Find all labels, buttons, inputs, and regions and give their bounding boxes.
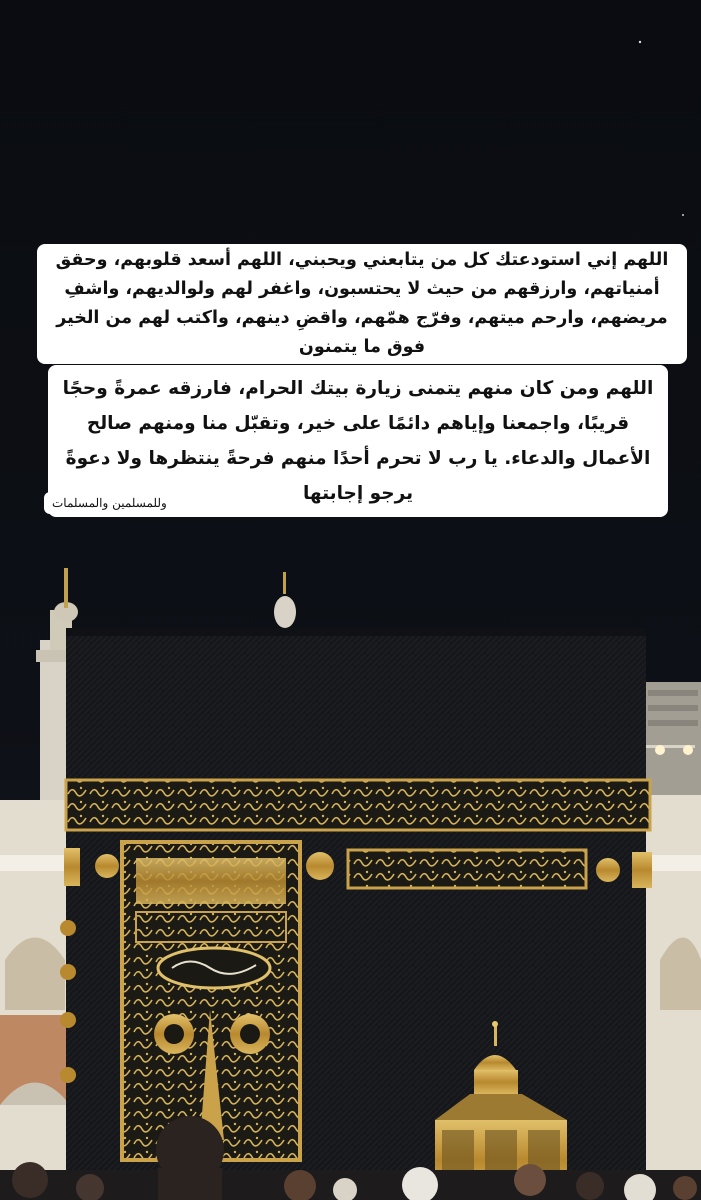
signature-caption: وللمسلمين والمسلمات xyxy=(44,492,175,514)
star xyxy=(639,41,641,43)
medallion xyxy=(95,854,119,878)
medallion xyxy=(306,852,334,880)
medallion xyxy=(596,858,620,882)
dua-caption-2: اللهم ومن كان منهم يتمنى زيارة بيتك الحرام، فارزقه عمرةً وحجًا قريبًا، واجمعنا وإياهم دائمًا على خير، وتقبّل منا ومنهم صالح الأعمال والدعاء. يا رب لا تحرم أحدًا منهم فرحةً ينتظرها ولا دعوةً يرجو إجابتها xyxy=(48,365,668,517)
kaaba-door-curtain xyxy=(122,842,300,1160)
star xyxy=(682,214,684,216)
inscription-panel xyxy=(348,850,586,888)
right-building xyxy=(645,682,701,802)
kaaba xyxy=(60,628,652,1200)
kaaba-gold-band xyxy=(66,780,650,830)
dua-caption-1: اللهم إني استودعتك كل من يتابعني ويحبني، اللهم أسعد قلوبهم، وحقق أمنياتهم، وارزقهم من حيث لا يحتسبون، واغفر لهم ولوالديهم، واشفِ مريضهم، وارحم ميتهم، وفرّج همّهم، واقضِ دينهم، واكتب لهم من الخير فوق ما يتمنون xyxy=(37,244,687,364)
